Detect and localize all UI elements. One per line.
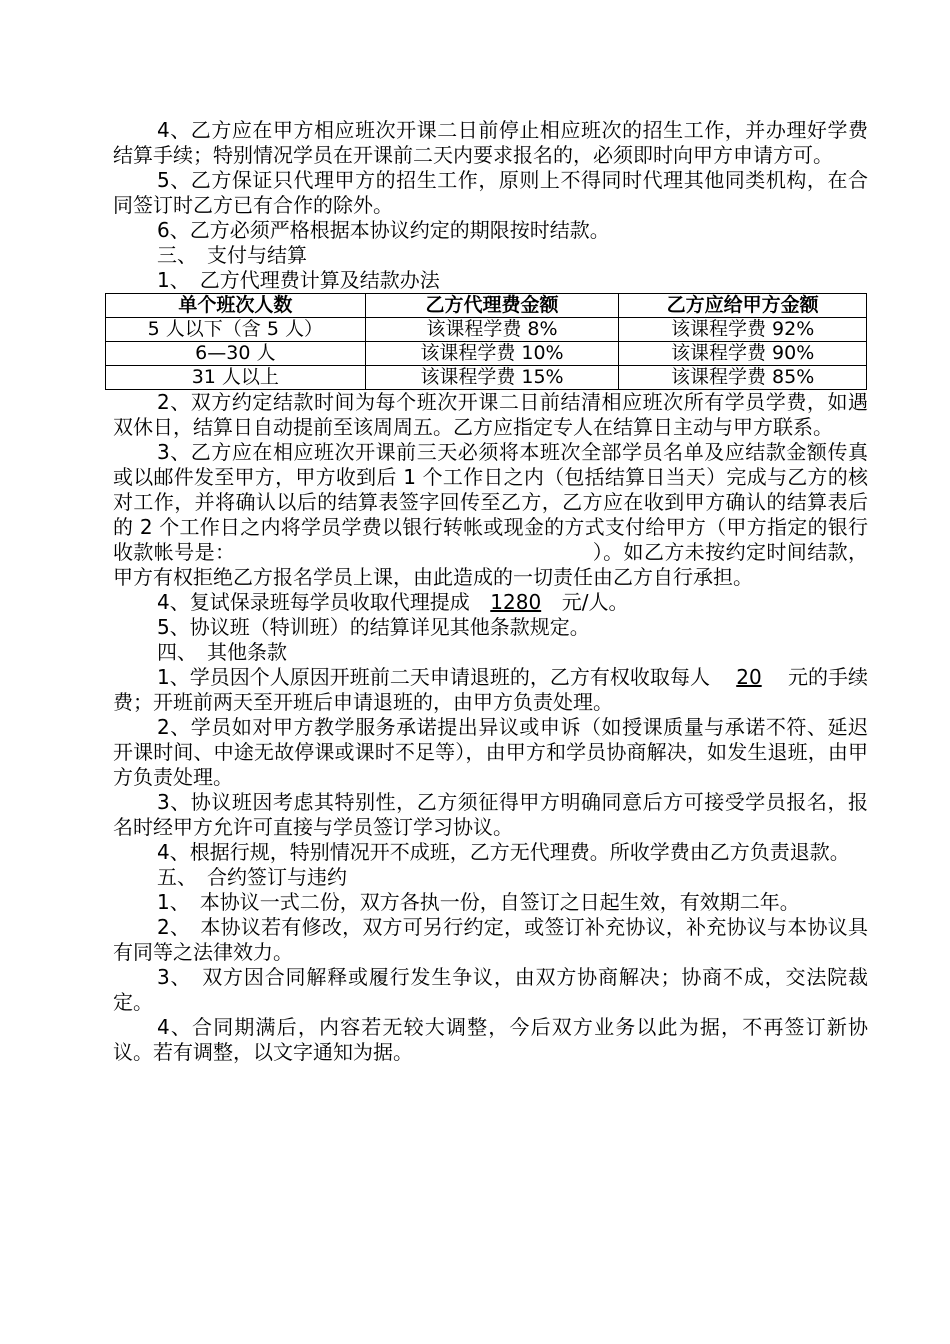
- table-cell: 该课程学费 10%: [365, 342, 619, 366]
- table-cell: 31 人以上: [106, 366, 366, 390]
- clause-5-1: 1、 本协议一式二份，双方各执一份，自签订之日起生效，有效期二年。: [157, 890, 800, 914]
- section-5-heading: 五、 合约签订与违约: [157, 865, 347, 889]
- clause-3-2: 2、双方约定结款时间为每个班次开课二日前结清相应班次所有学员学费，如遇双休日，结算日自动提前至该周周五。乙方应指定专人在结算日主动与甲方联系。: [113, 390, 868, 439]
- table-row: [106, 318, 867, 342]
- clause-3-4-unit: 元/人。: [561, 590, 629, 614]
- clause-4-1-text: 1、学员因个人原因开班前二天申请退班的，乙方有权收取每人: [157, 665, 710, 689]
- section-4-heading: 四、 其他条款: [157, 640, 287, 664]
- clause-3-1: 1、 乙方代理费计算及结款办法: [157, 268, 440, 292]
- clause-3-4-text: 4、复试保录班每学员收取代理提成: [157, 590, 470, 614]
- table-cell: 5 人以下（含 5 人）: [106, 318, 366, 342]
- refund-fee-amount: 20: [736, 665, 762, 689]
- section-3-heading: 三、 支付与结算: [157, 243, 307, 267]
- table-cell: 该课程学费 92%: [619, 318, 867, 342]
- fee-table-header-row: [106, 294, 867, 318]
- clause-3-4: [113, 590, 868, 615]
- clause-2-5: 5、乙方保证只代理甲方的招生工作，原则上不得同时代理其他同类机构，在合同签订时乙方已有合作的除外。: [113, 168, 868, 217]
- clause-2-6: 6、乙方必须严格根据本协议约定的期限按时结款。: [157, 218, 610, 242]
- clause-3-5: 5、协议班（特训班）的结算详见其他条款规定。: [157, 615, 590, 639]
- clause-4-1-rest: 元的手续费；开班前两天至开班后申请退班的，由甲方负责处理。: [113, 665, 869, 714]
- fee-table-header: 单个班次人数: [106, 294, 366, 318]
- clause-2-4: 4、乙方应在甲方相应班次开课二日前停止相应班次的招生工作，并办理好学费结算手续；特别情况学员在开课前二天内要求报名的，必须即时向甲方申请方可。: [113, 118, 868, 167]
- clause-4-4: 4、根据行规，特别情况开不成班，乙方无代理费。所收学费由乙方负责退款。: [157, 840, 850, 864]
- commission-amount: 1280: [490, 590, 542, 614]
- clause-4-3: 3、协议班因考虑其特别性，乙方须征得甲方明确同意后方可接受学员报名，报名时经甲方允许可直接与学员签订学习协议。: [113, 790, 868, 839]
- fee-table-header: 乙方应给甲方金额: [619, 294, 867, 318]
- contract-page: [113, 118, 868, 1065]
- clause-5-4: 4、合同期满后，内容若无较大调整，今后双方业务以此为据，不再签订新协议。若有调整，以文字通知为据。: [113, 1015, 868, 1064]
- table-row: [106, 342, 867, 366]
- fee-table-header: 乙方代理费金额: [365, 294, 619, 318]
- table-cell: 该课程学费 15%: [365, 366, 619, 390]
- table-cell: 该课程学费 85%: [619, 366, 867, 390]
- clause-5-2: 2、 本协议若有修改，双方可另行约定，或签订补充协议，补充协议与本协议具有同等之法律效力。: [113, 915, 868, 964]
- clause-3-3: 3、乙方应在相应班次开课前三天必须将本班次全部学员名单及应结款金额传真或以邮件发至甲方，甲方收到后 1 个工作日之内（包括结算日当天）完成与乙方的核对工作，并将确认以后的结算表签字回传至乙方，乙方应在收到甲方确认的结算表后的 2 个工作日之内将学员学费以银行转帐或现金的方式支付给甲方（甲方指定的银行收款帐号是： ）。如乙方未按约定时间结款，甲方有权拒绝乙方报名学员上课，由此造成的一切责任由乙方自行承担。: [113, 440, 868, 589]
- table-cell: 该课程学费 8%: [365, 318, 619, 342]
- fee-table: [105, 293, 867, 390]
- table-cell: 6—30 人: [106, 342, 366, 366]
- clause-4-1: [113, 665, 868, 715]
- table-row: [106, 366, 867, 390]
- clause-5-3: 3、 双方因合同解释或履行发生争议，由双方协商解决；协商不成，交法院裁定。: [113, 965, 868, 1014]
- clause-4-2: 2、学员如对甲方教学服务承诺提出异议或申诉（如授课质量与承诺不符、延迟开课时间、中途无故停课或课时不足等），由甲方和学员协商解决，如发生退班，由甲方负责处理。: [113, 715, 868, 789]
- table-cell: 该课程学费 90%: [619, 342, 867, 366]
